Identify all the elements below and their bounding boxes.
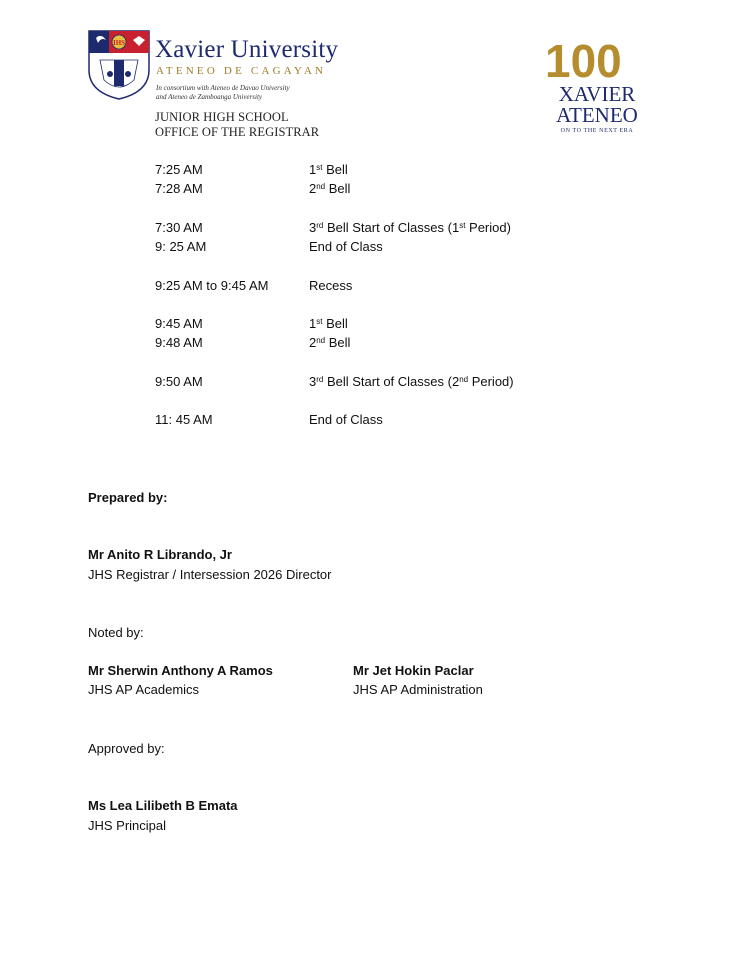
approved-by-name: Ms Lea Lilibeth B Emata <box>88 798 238 813</box>
noted-by-name-2: Mr Jet Hokin Paclar <box>353 663 474 678</box>
prepared-by-name: Mr Anito R Librando, Jr <box>88 547 232 562</box>
department-line-1: JUNIOR HIGH SCHOOL <box>155 110 289 124</box>
schedule-event: End of Class <box>309 239 383 254</box>
schedule-time: 7:25 AM <box>155 162 203 177</box>
schedule-event: Recess <box>309 278 353 293</box>
schedule-event: 2nd Bell <box>309 335 351 350</box>
centennial-xavier: XAVIER <box>558 82 636 106</box>
schedule-time: 9:50 AM <box>155 374 203 389</box>
noted-by-name-1: Mr Sherwin Anthony A Ramos <box>88 663 273 678</box>
schedule-event: 1st Bell <box>309 162 348 177</box>
centennial-ateneo: ATENEO <box>556 103 638 127</box>
consortium-line-1: In consortium with Ateneo de Davao University <box>156 84 290 92</box>
department-heading <box>155 110 319 140</box>
prepared-by-label: Prepared by: <box>88 490 168 505</box>
noted-by-title-2: JHS AP Administration <box>353 682 483 697</box>
crest-monogram: IHS <box>112 39 126 47</box>
prepared-by-title: JHS Registrar / Intersession 2026 Director <box>88 567 332 582</box>
xavier-crest-logo <box>88 30 150 100</box>
approved-by-label: Approved by: <box>88 741 165 756</box>
schedule-time: 9: 25 AM <box>155 239 207 254</box>
approved-by-title: JHS Principal <box>88 818 167 833</box>
centennial-100-logo <box>543 36 651 82</box>
centennial-number: 100 <box>545 36 622 82</box>
schedule-event: 3rd Bell Start of Classes (1st Period) <box>309 220 511 235</box>
university-subtitle: ATENEO DE CAGAYAN <box>156 65 327 77</box>
university-name: Xavier University <box>155 36 339 63</box>
schedule-time: 11: 45 AM <box>155 412 213 427</box>
schedule-time: 7:28 AM <box>155 181 203 196</box>
schedule-event: 1st Bell <box>309 316 348 331</box>
centennial-tagline: ON TO THE NEXT ERA <box>560 128 634 134</box>
schedule-time: 9:25 AM to 9:45 AM <box>155 278 269 293</box>
schedule-event: 3rd Bell Start of Classes (2nd Period) <box>309 374 514 389</box>
noted-by-title-1: JHS AP Academics <box>88 682 200 697</box>
schedule-time: 9:45 AM <box>155 316 203 331</box>
noted-by-label: Noted by: <box>88 625 144 640</box>
schedule-event: End of Class <box>309 412 383 427</box>
schedule-time: 7:30 AM <box>155 220 203 235</box>
consortium-line-2: and Ateneo de Zamboanga University <box>156 93 263 101</box>
department-line-2: OFFICE OF THE REGISTRAR <box>155 125 320 139</box>
consortium-note <box>156 84 290 102</box>
schedule-time: 9:48 AM <box>155 335 203 350</box>
schedule-event: 2nd Bell <box>309 181 351 196</box>
